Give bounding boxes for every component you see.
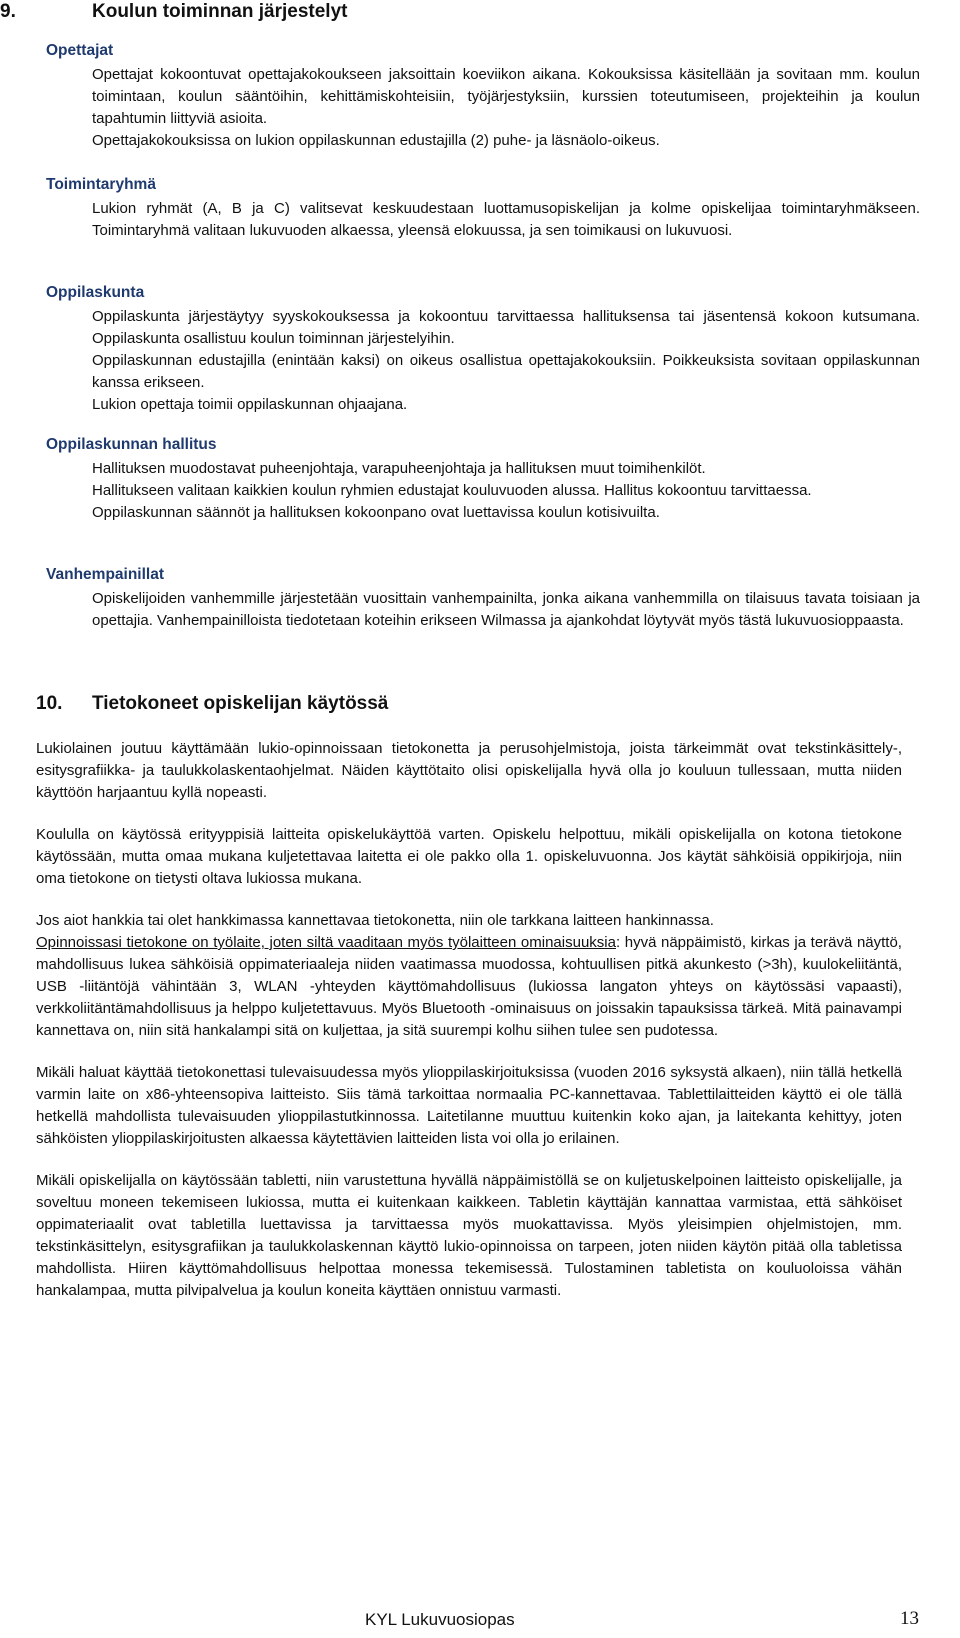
section-title: Oppilaskunnan hallitus xyxy=(46,436,217,453)
chapter-9-title: Koulun toiminnan järjestelyt xyxy=(92,1,348,22)
paragraph-rest: : hyvä näppäimistö, kirkas ja terävä näyttö, mahdollisuus lukea sähköisiä oppimateriaaleja niiden vaatimassa muodossa, kohtuullisen pitkä akunkesto (>3h), kuulokeliitäntä, USB -liitäntöjä vähintään 3, WLAN -yhteyden käyttömahdollisuus (lukiossa langaton yhteys on käytössäsi vapaasti), verkkoliitäntämahdollisuus ja helppo kuljetettavuus. Myös Bluetooth -ominaisuus on joissakin tapauksissa tärkeä. Mitä painavampi kannettava on, niin sitä hankalampi sitä on kuljettaa, ja sitä suurempi kolhu siihen tulee sen pudotessa. xyxy=(36,934,902,1039)
chapter-9-number: 9. xyxy=(0,1,16,22)
section-title: Toimintaryhmä xyxy=(46,176,156,193)
section-oppilaskunta xyxy=(46,282,920,416)
section-title: Vanhempainillat xyxy=(46,566,165,583)
section-body xyxy=(92,588,920,632)
section-title: Opettajat xyxy=(46,42,114,59)
paragraph: Lukiolainen joutuu käyttämään lukio-opinnoissaan tietokonetta ja perusohjelmistoja, joista tärkeimmät ovat tekstinkäsittely-, esitysgrafiikka- ja taulukkolaskentaohjelmat. Näiden käyttötaito olisi opiskelijalla hyvä olla jo kouluun tullessaan, mutta niiden käyttöön harjaantuu kyllä nopeasti. xyxy=(36,740,902,801)
paragraph: Mikäli haluat käyttää tietokonettasi tulevaisuudessa myös ylioppilaskirjoituksissa (vuoden 2016 syksystä alkaen), niin tällä hetkellä varmin laite on x86-yhteensopiva laitteisto. Siis tämä tarkoittaa normaalia PC-kannettavaa. Tablettilaitteiden käyttö ei ole tällä hetkellä mahdollista tulevaisuuden ylioppilastutkinnossa. Laitetilanne muuttuu kuitenkin koko ajan, ja laitekanta kehittyy, joten sähköisten ylioppilaskirjoitusten alkaessa käytettävien laitteiden lista voi olla jo erilainen. xyxy=(36,1064,902,1147)
paragraph: Lukion ryhmät (A, B ja C) valitsevat keskuudestaan luottamusopiskelijan ja kolme opiskelijaa toimintaryhmäkseen. Toimintaryhmä valitaan lukuvuoden alkaessa, yleensä elokuussa, ja sen toimikausi on lukuvuosi. xyxy=(92,200,920,239)
paragraph: Opiskelijoiden vanhemmille järjestetään vuosittain vanhempainilta, jonka aikana vanhemmilla on tilaisuus tavata toisiaan ja opettajia. Vanhempainilloista tiedotetaan koteihin erikseen Wilmassa ja ajankohdat löytyvät myös tästä lukuvuosioppaasta. xyxy=(92,590,920,629)
paragraph-laptop-requirements xyxy=(36,910,902,1042)
section-body xyxy=(92,458,920,524)
page-number: 13 xyxy=(900,1608,919,1629)
section-title: Oppilaskunta xyxy=(46,284,145,301)
chapter-9-heading xyxy=(0,0,347,24)
paragraph: Oppilaskunnan edustajilla (enintään kaksi) on oikeus osallistua opettajakokouksiin. Poikkeuksista sovitaan oppilaskunnan kanssa erikseen. xyxy=(92,352,920,391)
paragraph: Opettajakokouksissa on lukion oppilaskunnan edustajilla (2) puhe- ja läsnäolo-oikeus. xyxy=(92,132,660,149)
section-body xyxy=(92,306,920,416)
chapter-10-body xyxy=(36,738,902,1322)
paragraph: Lukion opettaja toimii oppilaskunnan ohjaajana. xyxy=(92,396,408,413)
paragraph: Koululla on käytössä erityyppisiä laitteita opiskelukäyttöä varten. Opiskelu helpottuu, mikäli opiskelijalla on kotona tietokone käytössään, mutta omaa mukana kuljetettavaa laitetta ei ole pakko olla 1. opiskeluvuonna. Jos käytät sähköisiä oppikirjoja, niin oma tietokone on tietysti oltava lukiossa mukana. xyxy=(36,826,902,887)
paragraph: Hallituksen muodostavat puheenjohtaja, varapuheenjohtaja ja hallituksen muut toimihenkilöt. xyxy=(92,460,706,477)
page-footer xyxy=(0,1604,960,1634)
chapter-10-title: Tietokoneet opiskelijan käytössä xyxy=(92,693,389,714)
section-vanhempainillat xyxy=(46,564,920,632)
section-oppilaskunnan-hallitus xyxy=(46,434,920,524)
section-body xyxy=(92,64,920,152)
section-toimintaryhma xyxy=(46,174,920,242)
paragraph-intro: Jos aiot hankkia tai olet hankkimassa kannettavaa tietokonetta, niin ole tarkkana laitteen hankinnassa. xyxy=(36,912,714,929)
paragraph: Oppilaskunta järjestäytyy syyskokouksessa ja kokoontuu tarvittaessa hallituksensa tai jäsentensä kokoon kutsumana. Oppilaskunta osallistuu koulun toiminnan järjestelyihin. xyxy=(92,308,920,347)
paragraph: Oppilaskunnan säännöt ja hallituksen kokoonpano ovat luettavissa koulun kotisivuilta. xyxy=(92,504,660,521)
chapter-10-heading xyxy=(36,692,388,716)
chapter-10-number: 10. xyxy=(36,693,63,714)
footer-title: KYL Lukuvuosiopas xyxy=(365,1610,515,1629)
section-opettajat xyxy=(46,40,920,152)
section-body xyxy=(92,198,920,242)
underlined-emphasis: Opinnoissasi tietokone on työlaite, joten siltä vaaditaan myös työlaitteen ominaisuuksia xyxy=(36,934,616,951)
paragraph: Opettajat kokoontuvat opettajakokoukseen jaksoittain koeviikon aikana. Kokouksissa käsitellään ja sovitaan mm. koulun toimintaan, koulun sääntöihin, kehittämiskohteisiin, työjärjestyksiin, kurssien toteutumiseen, projekteihin ja koulun tapahtumin liittyviä asioita. xyxy=(92,66,920,127)
paragraph: Mikäli opiskelijalla on käytössään tabletti, niin varustettuna hyvällä näppäimistöllä se on kuljetuskelpoinen laitteisto opiskelijalle, ja soveltuu moneen tekemiseen lukiossa, mutta ei kuitenkaan kaikkeen. Tabletin käyttäjän kannattaa varmistaa, että sähköiset oppimateriaalit ovat tabletilla luettavissa ja tarvittaessa myös muokattavissa. Myös yleisimpien ohjelmistojen, mm. tekstinkäsittelyn, esitysgrafiikan ja taulukkolaskennan käyttö lukio-opinnoissa on tarpeen, joten niiden käytön pitää olla tabletissa mahdollista. Hiiren käyttömahdollisuus helpottaa monessa tekemisessä. Tulostaminen tabletista on kouluoloissa vähän hankalampaa, mutta pilvipalvelua ja koulun koneita käyttäen onnistuu varmasti. xyxy=(36,1172,902,1299)
paragraph: Hallitukseen valitaan kaikkien koulun ryhmien edustajat kouluvuoden alussa. Hallitus kokoontuu tarvittaessa. xyxy=(92,482,812,499)
